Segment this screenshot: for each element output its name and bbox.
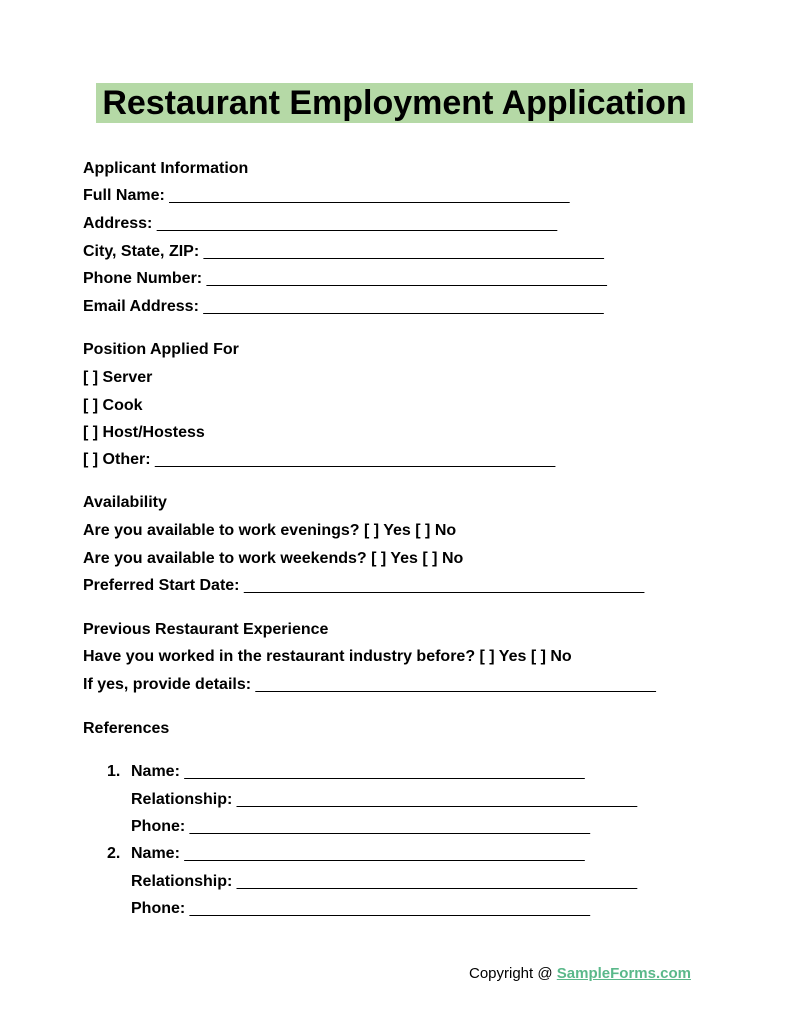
page-title: Restaurant Employment Application <box>96 83 693 123</box>
address-field[interactable] <box>83 214 557 234</box>
reference-1-phone-field[interactable] <box>131 817 590 837</box>
city-state-zip-label: City, State, ZIP: <box>83 243 200 260</box>
reference-1-relationship-field[interactable] <box>131 790 637 810</box>
other-position-field[interactable] <box>83 450 555 470</box>
checkbox-other[interactable]: [ ] Other: <box>83 451 151 468</box>
reference-phone-blank[interactable]: ______________________________________________ <box>189 818 590 835</box>
other-position-blank[interactable]: ______________________________________________ <box>155 451 556 468</box>
phone-number-field[interactable] <box>83 269 607 289</box>
reference-number: 1. <box>107 763 121 780</box>
section-heading-availability: Availability <box>83 494 167 511</box>
full-name-label: Full Name: <box>83 187 165 204</box>
city-state-zip-field[interactable] <box>83 242 604 262</box>
reference-relationship-label: Relationship: <box>131 873 233 890</box>
worked-before-question[interactable]: Have you worked in the restaurant industry before? [ ] Yes [ ] No <box>83 648 572 665</box>
evenings-question[interactable]: Are you available to work evenings? [ ] Yes [ ] No <box>83 522 457 539</box>
reference-2-relationship-field[interactable] <box>131 872 637 892</box>
start-date-label: Preferred Start Date: <box>83 577 240 594</box>
weekends-question[interactable]: Are you available to work weekends? [ ] Yes [ ] No <box>83 550 464 567</box>
reference-relationship-label: Relationship: <box>131 791 233 808</box>
section-heading-position: Position Applied For <box>83 341 239 358</box>
email-address-field[interactable] <box>83 297 603 317</box>
checkbox-cook[interactable]: [ ] Cook <box>83 397 143 414</box>
reference-phone-label: Phone: <box>131 900 186 917</box>
sampleforms-link[interactable]: SampleForms.com <box>556 965 691 982</box>
checkbox-server[interactable]: [ ] Server <box>83 369 153 386</box>
phone-number-label: Phone Number: <box>83 270 203 287</box>
full-name-field[interactable] <box>83 186 569 206</box>
reference-relationship-blank[interactable]: ______________________________________________ <box>236 873 637 890</box>
copyright-text: Copyright @ <box>469 965 557 982</box>
section-heading-references: References <box>83 720 170 737</box>
reference-1-name-field[interactable] <box>131 762 585 782</box>
full-name-blank[interactable]: ______________________________________________ <box>169 187 570 204</box>
details-field[interactable] <box>83 675 656 695</box>
section-heading-applicant: Applicant Information <box>83 160 249 177</box>
reference-name-blank[interactable]: ______________________________________________ <box>184 845 585 862</box>
email-address-label: Email Address: <box>83 298 199 315</box>
reference-relationship-blank[interactable]: ______________________________________________ <box>236 791 637 808</box>
reference-phone-label: Phone: <box>131 818 186 835</box>
details-label: If yes, provide details: <box>83 676 252 693</box>
address-label: Address: <box>83 215 153 232</box>
details-blank[interactable]: ______________________________________________ <box>255 676 656 693</box>
start-date-field[interactable] <box>83 576 644 596</box>
email-address-blank[interactable]: ______________________________________________ <box>203 298 604 315</box>
reference-2-phone-field[interactable] <box>131 899 590 919</box>
address-blank[interactable]: ______________________________________________ <box>156 215 557 232</box>
reference-name-label: Name: <box>131 845 180 862</box>
reference-name-label: Name: <box>131 763 180 780</box>
phone-number-blank[interactable]: ______________________________________________ <box>206 270 607 287</box>
footer-copyright <box>469 964 691 984</box>
start-date-blank[interactable]: ______________________________________________ <box>243 577 645 594</box>
reference-2-name-field[interactable] <box>131 844 585 864</box>
section-heading-experience: Previous Restaurant Experience <box>83 621 329 638</box>
reference-name-blank[interactable]: ______________________________________________ <box>184 763 585 780</box>
reference-number: 2. <box>107 845 121 862</box>
city-state-zip-blank[interactable]: ______________________________________________ <box>203 243 604 260</box>
reference-phone-blank[interactable]: ______________________________________________ <box>189 900 590 917</box>
checkbox-host-hostess[interactable]: [ ] Host/Hostess <box>83 424 205 441</box>
